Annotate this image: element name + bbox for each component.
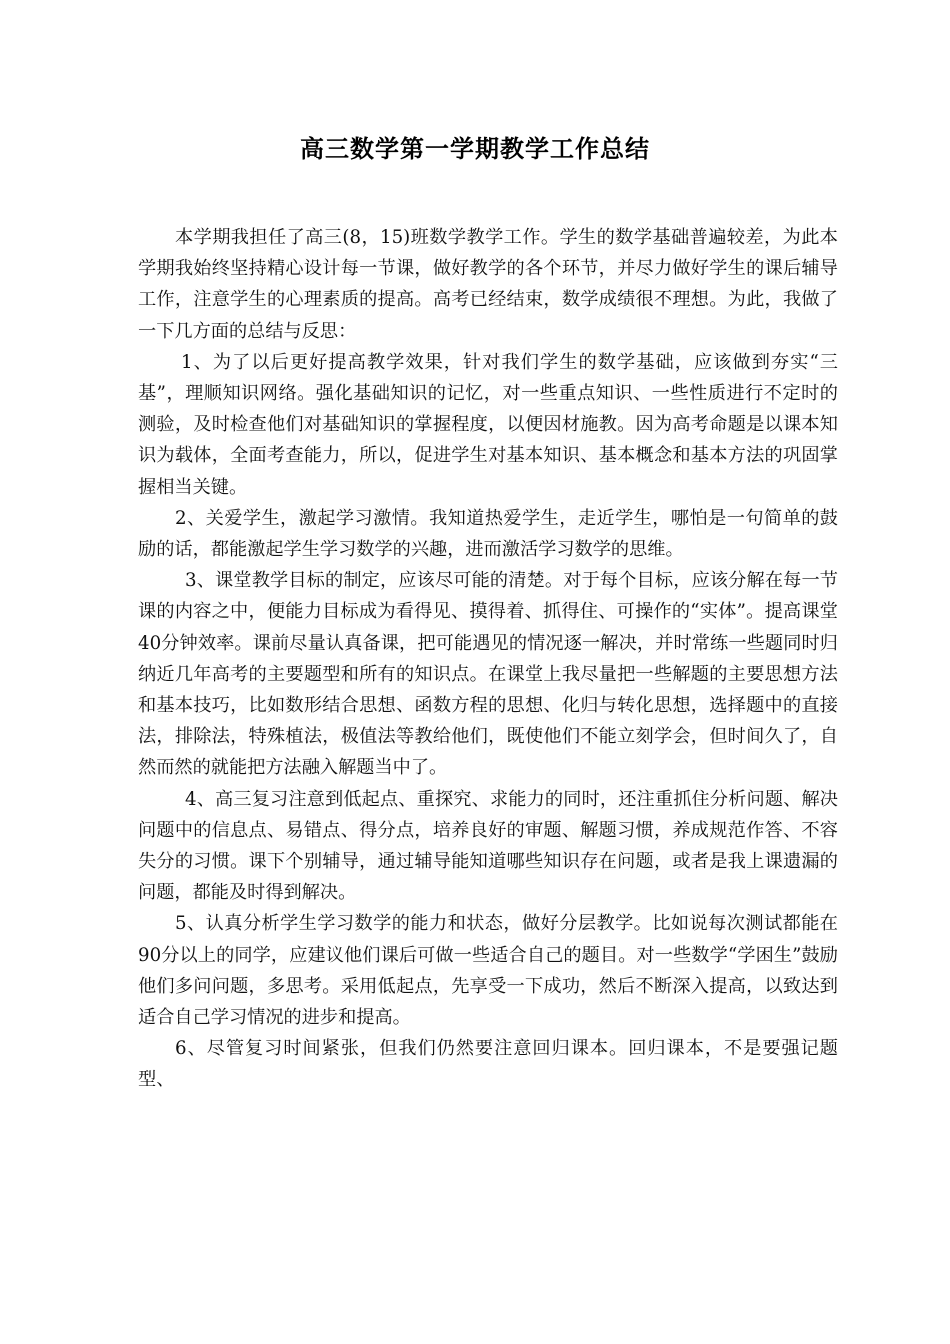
paragraph-item-1: 1、为了以后更好提高教学效果，针对我们学生的数学基础，应该做到夯实“三基”，理顺知识网络。强化基础知识的记忆，对一些重点知识、一些性质进行不定时的测验，及时检查他们对基础知识的掌握程度，以便因材施教。因为高考命题是以课本知识为载体，全面考查能力，所以，促进学生对基本知识、基本概念和基本方法的巩固掌握相当关键。 — [138, 351, 838, 498]
document-title: 高三数学第一学期教学工作总结 — [300, 135, 650, 163]
paragraph-item-3: 3、课堂教学目标的制定，应该尽可能的清楚。对于每个目标，应该分解在每一节课的内容之中，便能力目标成为看得见、摸得着、抓得住、可操作的“实体”。提高课堂40分钟效率。课前尽量认真备课，把可能遇见的情况逐一解决，并时常练一些题同时归纳近几年高考的主要题型和所有的知识点。在课堂上我尽量把一些解题的主要思想方法和基本技巧，比如数形结合思想、函数方程的思想、化归与转化思想，选择题中的直接法，排除法，特殊植法，极值法等教给他们，既使他们不能立刻学会，但时间久了，自然而然的就能把方法融入解题当中了。 — [138, 570, 838, 779]
document-body — [138, 222, 838, 1096]
paragraph-item-4: 4、高三复习注意到低起点、重探究、求能力的同时，还注重抓住分析问题、解决问题中的信息点、易错点、得分点，培养良好的审题、解题习惯，养成规范作答、不容失分的习惯。课下个别辅导，通过辅导能知道哪些知识存在问题，或者是我上课遗漏的问题，都能及时得到解决。 — [138, 788, 838, 904]
paragraph-item-5: 5、认真分析学生学习数学的能力和状态，做好分层教学。比如说每次测试都能在90分以上的同学，应建议他们课后可做一些适合自己的题目。对一些数学“学困生”鼓励他们多问问题，多思考。采用低起点，先享受一下成功，然后不断深入提高，以致达到适合自己学习情况的进步和提高。 — [138, 913, 838, 1029]
paragraph-item-2: 2、关爱学生，激起学习激情。我知道热爱学生，走近学生，哪怕是一句简单的鼓励的话，都能激起学生学习数学的兴趣，进而激活学习数学的思维。 — [138, 507, 838, 561]
paragraph-intro: 本学期我担任了高三(8，15)班数学教学工作。学生的数学基础普遍较差，为此本学期我始终坚持精心设计每一节课，做好教学的各个环节，并尽力做好学生的课后辅导工作，注意学生的心理素质的提高。高考已经结束，数学成绩很不理想。为此，我做了一下几方面的总结与反思： — [138, 227, 838, 342]
paragraph-item-6: 6、尽管复习时间紧张，但我们仍然要注意回归课本。回归课本，不是要强记题型、 — [138, 1038, 838, 1091]
